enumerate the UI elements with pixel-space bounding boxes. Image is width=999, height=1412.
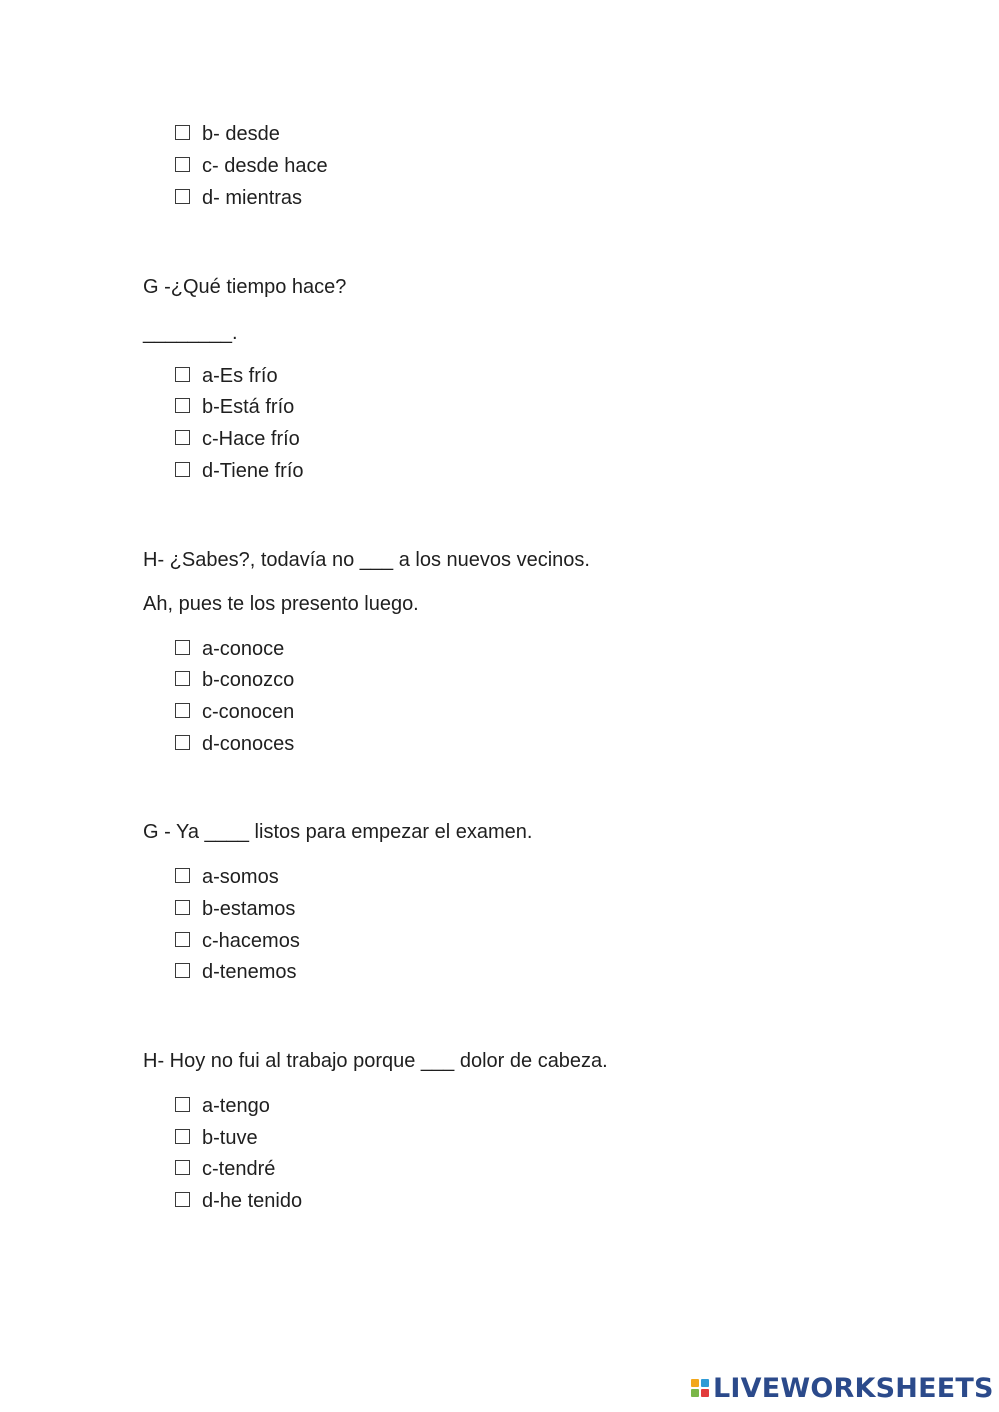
option-c-hace-frio[interactable]	[175, 426, 300, 452]
option-label: c-hacemos	[202, 930, 300, 952]
checkbox-icon[interactable]	[175, 1129, 190, 1144]
option-b-conozco[interactable]	[175, 667, 294, 693]
option-label: b-estamos	[202, 898, 296, 920]
checkbox-icon[interactable]	[175, 189, 190, 204]
option-label: d-tenemos	[202, 961, 297, 983]
checkbox-icon[interactable]	[175, 868, 190, 883]
checkbox-icon[interactable]	[175, 671, 190, 686]
option-a-somos[interactable]	[175, 864, 279, 890]
option-b-esta-frio[interactable]	[175, 394, 294, 420]
liveworksheets-brand-text: LIVEWORKSHEETS	[713, 1372, 994, 1404]
option-label: b-conozco	[202, 669, 295, 691]
checkbox-icon[interactable]	[175, 430, 190, 445]
option-label: a-somos	[202, 866, 279, 888]
question-h-sabes: H- ¿Sabes?, todavía no ___ a los nuevos vecinos.	[143, 549, 590, 571]
checkbox-icon[interactable]	[175, 640, 190, 655]
checkbox-icon[interactable]	[175, 963, 190, 978]
checkbox-icon[interactable]	[175, 462, 190, 477]
option-d-tenemos[interactable]	[175, 959, 297, 985]
option-c-hacemos[interactable]	[175, 928, 300, 954]
checkbox-icon[interactable]	[175, 1097, 190, 1112]
option-label: a-conoce	[202, 638, 285, 660]
option-label: d-conoces	[202, 733, 295, 755]
question-h-response: Ah, pues te los presento luego.	[143, 593, 419, 615]
logo-square-icon	[701, 1379, 709, 1387]
option-label: d- mientras	[202, 187, 303, 209]
option-a-tengo[interactable]	[175, 1093, 270, 1119]
question-g-tiempo: G -¿Qué tiempo hace?	[143, 276, 347, 298]
option-c-tendre[interactable]	[175, 1156, 275, 1182]
option-label: d-Tiene frío	[202, 460, 304, 482]
option-label: c-Hace frío	[202, 428, 300, 450]
question-g-ya: G - Ya ____ listos para empezar el examen.	[143, 821, 533, 843]
logo-square-icon	[691, 1379, 699, 1387]
option-label: c-tendré	[202, 1158, 276, 1180]
checkbox-icon[interactable]	[175, 367, 190, 382]
option-a-es-frio[interactable]	[175, 363, 278, 389]
logo-square-icon	[691, 1389, 699, 1397]
option-b-tuve[interactable]	[175, 1125, 258, 1151]
option-label: d-he tenido	[202, 1190, 303, 1212]
checkbox-icon[interactable]	[175, 1160, 190, 1175]
option-c-desde-hace[interactable]	[175, 153, 328, 179]
liveworksheets-logo-icon	[691, 1379, 709, 1397]
checkbox-icon[interactable]	[175, 932, 190, 947]
option-d-he-tenido[interactable]	[175, 1188, 302, 1214]
option-a-conoce[interactable]	[175, 636, 284, 662]
option-label: b-Está frío	[202, 396, 295, 418]
answer-blank: ________.	[143, 322, 238, 344]
option-label: b- desde	[202, 123, 280, 145]
option-label: c- desde hace	[202, 155, 328, 177]
checkbox-icon[interactable]	[175, 900, 190, 915]
option-b-estamos[interactable]	[175, 896, 295, 922]
checkbox-icon[interactable]	[175, 398, 190, 413]
option-label: c-conocen	[202, 701, 295, 723]
checkbox-icon[interactable]	[175, 125, 190, 140]
option-b-desde[interactable]	[175, 121, 280, 147]
option-d-conoces[interactable]	[175, 731, 294, 757]
option-d-tiene-frio[interactable]	[175, 458, 304, 484]
option-label: a-Es frío	[202, 365, 278, 387]
logo-square-icon	[701, 1389, 709, 1397]
option-d-mientras[interactable]	[175, 185, 302, 211]
checkbox-icon[interactable]	[175, 1192, 190, 1207]
option-c-conocen[interactable]	[175, 699, 294, 725]
liveworksheets-logo	[691, 1372, 994, 1404]
option-label: b-tuve	[202, 1127, 258, 1149]
checkbox-icon[interactable]	[175, 157, 190, 172]
option-label: a-tengo	[202, 1095, 270, 1117]
question-h-hoy: H- Hoy no fui al trabajo porque ___ dolor de cabeza.	[143, 1050, 608, 1072]
checkbox-icon[interactable]	[175, 735, 190, 750]
checkbox-icon[interactable]	[175, 703, 190, 718]
